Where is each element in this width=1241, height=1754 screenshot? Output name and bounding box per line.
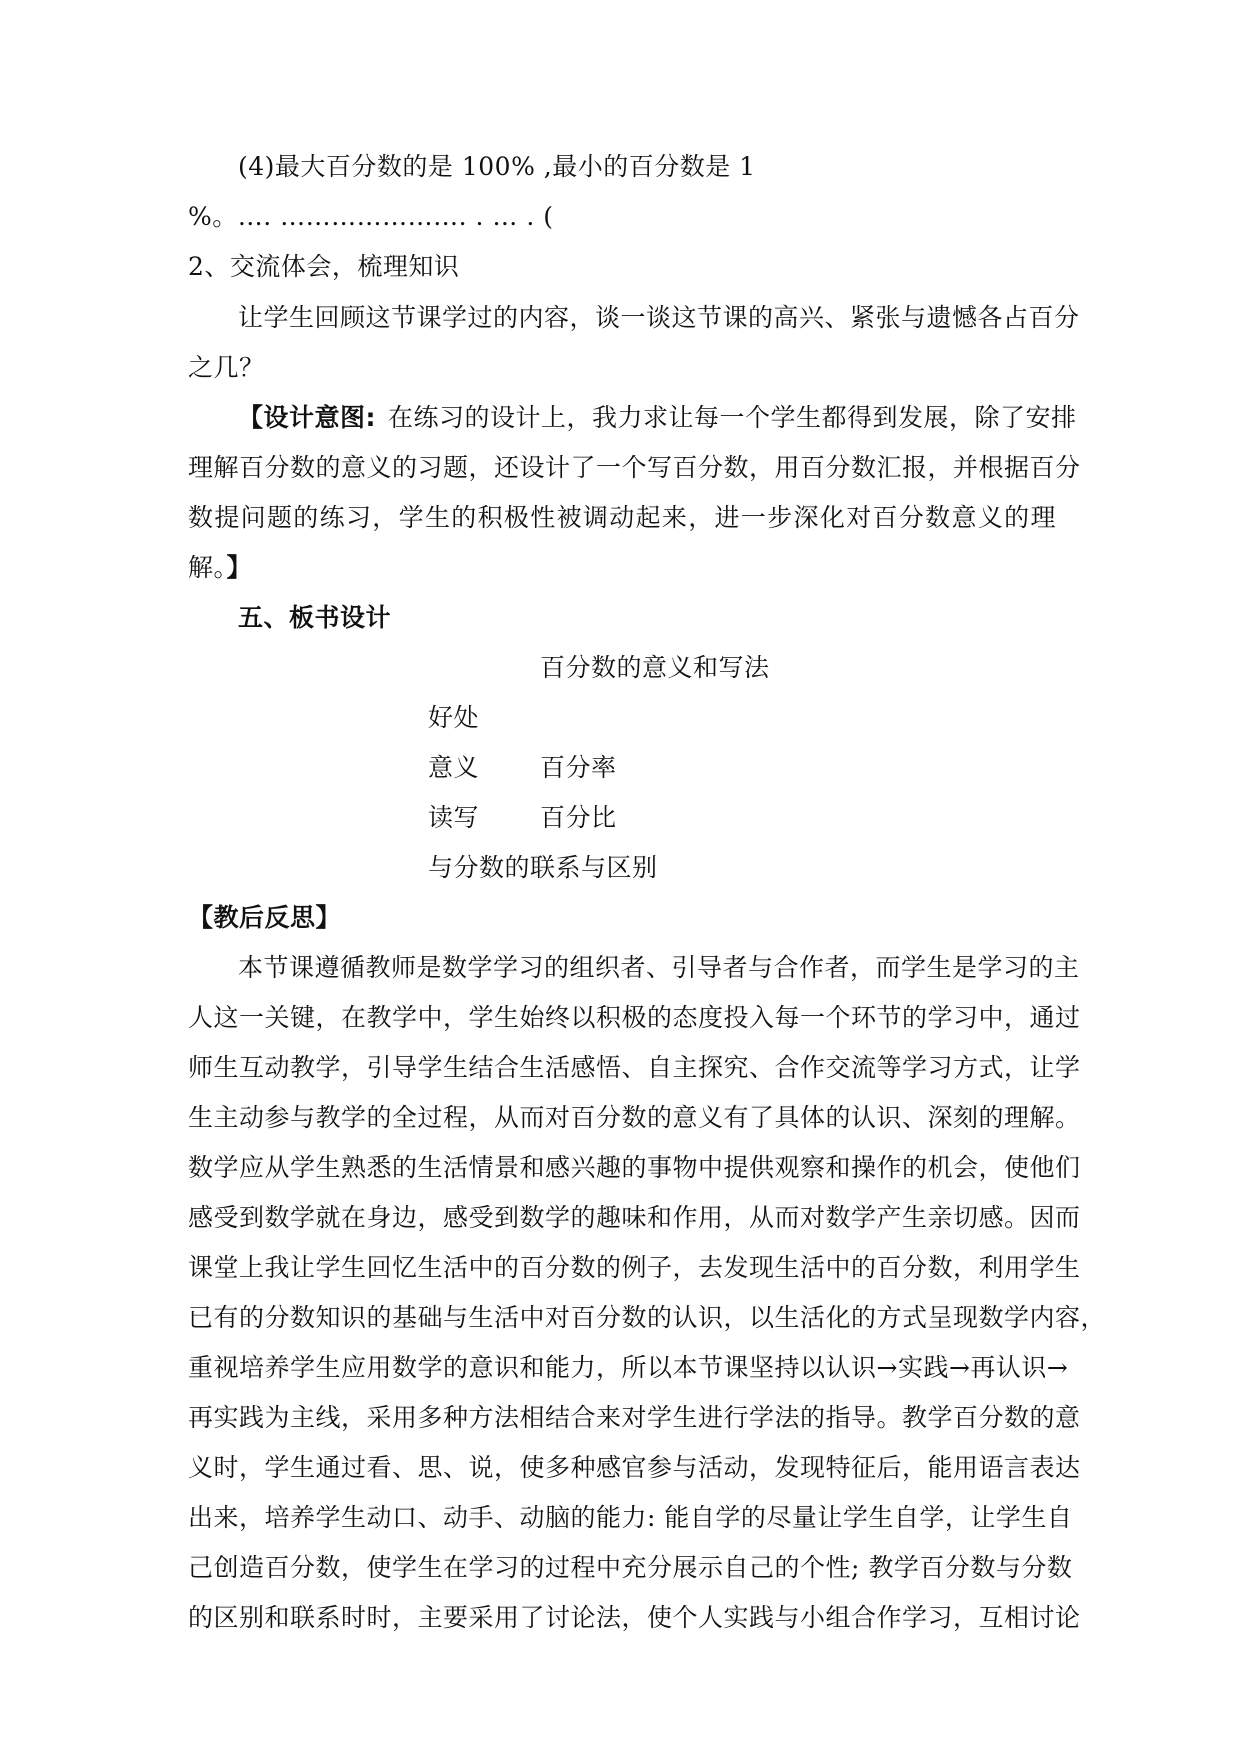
exercise-4-line-2: %。…. …………………. . … . (	[188, 202, 554, 231]
board-item-benefit: 好处	[428, 703, 480, 732]
section-2-heading: 2、交流体会，梳理知识	[188, 252, 460, 281]
design-intent-label: 【设计意图:	[238, 403, 376, 432]
reflection-line-1: 本节课遵循教师是数学学习的组织者、引导者与合作者，而学生是学习的主	[238, 953, 1080, 982]
section-2-para-line-1: 让学生回顾这节课学过的内容，谈一谈这节课的高兴、紧张与遗憾各占百分	[238, 303, 1080, 332]
reflection-line-2: 人这一关键，在教学中，学生始终以积极的态度投入每一个环节的学习中，通过	[188, 1003, 1081, 1032]
reflection-line-4: 生主动参与教学的全过程，从而对百分数的意义有了具体的认识、深刻的理解。	[188, 1103, 1081, 1132]
design-intent-close-bracket: 】	[226, 553, 253, 582]
section-2-para-line-2: 之几？	[188, 353, 265, 382]
reflection-line-7: 课堂上我让学生回忆生活中的百分数的例子，去发现生活中的百分数，利用学生	[188, 1253, 1081, 1282]
design-intent-line-4	[188, 553, 252, 583]
reflection-line-3: 师生互动教学，引导学生结合生活感悟、自主探究、合作交流等学习方式，让学	[188, 1053, 1081, 1082]
design-intent-first-text: 在练习的设计上，我力求让每一个学生都得到发展，除了安排	[388, 403, 1077, 432]
reflection-line-8: 已有的分数知识的基础与生活中对百分数的认识，以生活化的方式呈现数学内容，	[188, 1303, 1107, 1332]
design-intent-line-2: 理解百分数的意义的习题，还设计了一个写百分数，用百分数汇报，并根据百分	[188, 453, 1081, 482]
reflection-line-9: 重视培养学生应用数学的意识和能力，所以本节课坚持以认识→实践→再认识→	[188, 1353, 1069, 1382]
reflection-heading: 【教后反思】	[188, 903, 342, 932]
board-title: 百分数的意义和写法	[540, 653, 770, 682]
board-design-heading: 五、板书设计	[238, 603, 392, 632]
reflection-line-6: 感受到数学就在身边，感受到数学的趣味和作用，从而对数学产生亲切感。因而	[188, 1203, 1081, 1232]
design-intent-last-text: 解。	[188, 553, 227, 582]
exercise-4-line-1: (4)最大百分数的是 100% ,最小的百分数是 1	[238, 152, 756, 181]
board-item-percent-ratio: 百分比	[540, 803, 617, 832]
design-intent-line-3: 数提问题的练习，学生的积极性被调动起来，进一步深化对百分数意义的理	[188, 503, 1056, 532]
board-item-read-write: 读写	[428, 803, 480, 832]
design-intent-line-1	[238, 403, 1077, 433]
reflection-line-13: 己创造百分数，使学生在学习的过程中充分展示自己的个性; 教学百分数与分数	[188, 1553, 1073, 1582]
reflection-line-14: 的区别和联系时时，主要采用了讨论法，使个人实践与小组合作学习，互相讨论	[188, 1603, 1081, 1632]
reflection-line-10: 再实践为主线，采用多种方法相结合来对学生进行学法的指导。教学百分数的意	[188, 1403, 1081, 1432]
reflection-line-11: 义时，学生通过看、思、说，使多种感官参与活动，发现特征后，能用语言表达	[188, 1453, 1081, 1482]
reflection-line-5: 数学应从学生熟悉的生活情景和感兴趣的事物中提供观察和操作的机会，使他们	[188, 1153, 1081, 1182]
reflection-line-12: 出来，培养学生动口、动手、动脑的能力: 能自学的尽量让学生自学，让学生自	[188, 1503, 1073, 1532]
board-item-relation: 与分数的联系与区别	[428, 853, 658, 882]
board-item-percent-rate: 百分率	[540, 753, 617, 782]
board-item-meaning: 意义	[428, 753, 480, 782]
